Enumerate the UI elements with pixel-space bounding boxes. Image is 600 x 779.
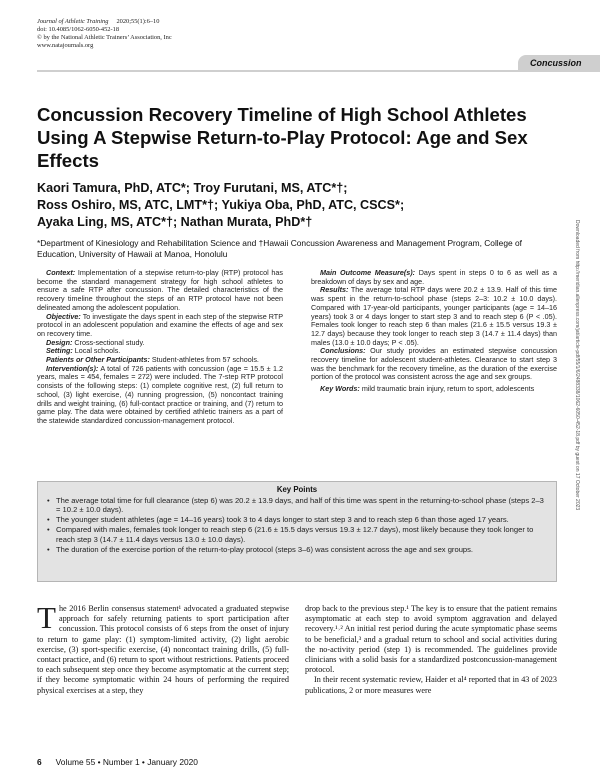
body-paragraph: The 2016 Berlin consensus statement¹ advocated a graduated stepwise approach for safely returning patients to sport participation after concussion. This protocol consists of 6 steps from the onset of injury to return to game play: (1) symptom-limited activity, (2) light aerobic exercise, (3) sport-specific exercise, (4) noncontact training drills, (5) full-contact practice, and (6) return to sport without restrictions. Patients proceed to each subsequent step once they become asymptomatic at the current step; if they become symptomatic within 24 hours of performing the required physical exercises at a step, they <box>37 600 289 695</box>
abstract-column-left <box>37 269 283 426</box>
key-points-title: Key Points <box>276 485 318 494</box>
copyright: © by the National Athletic Trainers’ Association, Inc <box>37 34 172 41</box>
drop-cap: T <box>37 600 56 635</box>
abstract-column-right <box>311 269 557 394</box>
body-column-right <box>305 604 557 696</box>
key-point: • The younger student athletes (age = 14–16 years) took 3 to 4 days longer to start step 3 and to reach step 6 than those aged 17 years. <box>47 515 509 525</box>
section-tab: Concussion <box>518 55 600 72</box>
author-line: Kaori Tamura, PhD, ATC*; Troy Furutani, MS, ATC*†; <box>37 181 348 195</box>
key-points-list <box>38 496 556 554</box>
page-number: 6 <box>37 757 42 767</box>
doi: doi: 10.4085/1062-6050-452-18 <box>37 26 120 33</box>
bullet-icon: • <box>47 496 50 505</box>
author-line: Ayaka Ling, MS, ATC*†; Nathan Murata, PhD*† <box>37 215 313 229</box>
abstract-design: Design: Cross-sectional study. <box>46 337 145 347</box>
bullet-icon: • <box>47 525 50 535</box>
journal-name: Journal of Athletic Training <box>37 18 109 25</box>
issue-info: Volume 55 • Number 1 • January 2020 <box>55 757 198 767</box>
affiliation: *Department of Kinesiology and Rehabilitation Science and †Hawaii Concussion Awareness and Management Program, College of Education, University of Hawaii at Manoa, Honolulu <box>37 238 522 259</box>
journal-header <box>37 18 172 50</box>
abstract-objective: Objective: To investigate the days spent in each step of the stepwise RTP protocol in an adolescent population and examine the effects of age and sex on recovery time. <box>37 311 283 338</box>
journal-citation: 2020;55(1):6–10 <box>116 18 160 25</box>
bullet-icon: • <box>47 544 50 554</box>
author-list <box>37 180 557 231</box>
abstract-results: Results: The average total RTP days were 20.2 ± 13.9. Half of this time was spent in the return-to-school phase (steps 2–3: 10.2 ± 10.0 days). Compared with 17-year-old participants, younger participants (age = 14–16 years) took 3 or 4 days longer to start step 3 and to reach step 6 (P < .05). Females took longer to reach step 6 than males (21.6 ± 15.5 versus 19.3 ± 12.7 days) because they took longer to reach step 3 (14.7 ± 11.4 days) than males (13.0 ± 10.0 days; P < .05). <box>311 285 557 347</box>
abstract-setting: Setting: Local schools. <box>46 346 121 356</box>
body-column-left <box>37 600 289 696</box>
abstract-keywords: Key Words: mild traumatic brain injury, return to sport, adolescents <box>320 384 535 394</box>
header-rule <box>37 70 518 72</box>
bullet-icon: • <box>47 515 50 525</box>
abstract-outcome: Main Outcome Measure(s): Days spent in steps 0 to 6 as well as a breakdown of days by sex and age. <box>311 268 557 286</box>
abstract-interventions: Intervention(s): A total of 726 patients with concussion (age = 15.5 ± 1.2 years, males = 454, females = 272) were included. The 7-step RTP protocol consists of the following steps: (1) complete cognitive rest, (2) full return to school, (3) light exercise, (4) running progression, (5) noncontact training drills and weight training, (6) full-contact practice or training, and (7) return to game play. The data were obtained by certified athletic trainers as a part of the statewide standardized concussion-management protocol. <box>37 363 283 425</box>
abstract-conclusions: Conclusions: Our study provides an estimated stepwise concussion recovery timeline for adolescent student-athletes. Clearance to start step 3 was the benchmark for the recovery timeline, as the duration of the exercise portion of the protocol was consistent across the age and sex groups. <box>311 346 558 382</box>
author-line: Ross Oshiro, MS, ATC, LMT*†; Yukiya Oba, PhD, ATC, CSCS*; <box>37 198 405 212</box>
article-title: Concussion Recovery Timeline of High School Athletes Using A Stepwise Return-to-Play Protocol: Age and Sex Effects <box>37 104 528 171</box>
download-notice: Downloaded from http://meridian.allenpress.com/jat/article-pdf/55/1/6/2488338/1062-6050-452-18.pdf by guest on 17 October 2023 <box>574 220 580 511</box>
key-point: • Compared with males, females took longer to reach step 6 (21.6 ± 15.5 days versus 19.3 ± 12.7 days), most likely because they took longer to reach step 3 (14.7 ± 11.4 days versus 13.0 ± 10.0 days). <box>47 525 534 544</box>
journal-url: www.natajournals.org <box>37 42 94 49</box>
abstract-patients: Patients or Other Participants: Student-athletes from 57 schools. <box>46 355 259 365</box>
key-point: • The duration of the exercise portion of the return-to-play protocol (steps 3–6) was consistent across the age and sex groups. <box>47 544 474 554</box>
body-paragraph: drop back to the previous step.¹ The key is to ensure that the patient remains asymptomatic at each step to avoid symptom aggravation and delayed recovery.¹˒² An initial rest period during the acute symptomatic phase seems to be beneficial,³ and a gradual return to school and social activities during the no-activity period (step 1) is recommended. The guidelines provide clinicians with a solid basis for a standardized postconcussion-management protocol. <box>305 604 557 675</box>
key-points-box <box>37 481 557 582</box>
key-point: • The average total time for full clearance (step 6) was 20.2 ± 13.9 days, and half of this time was spent in the returning-to-school phase (steps 2–3 = 10.2 ± 10.0 days). <box>47 496 544 515</box>
body-paragraph: In their recent systematic review, Haider et al⁴ reported that in 43 of 2023 publications, 2 or more measures were <box>305 675 557 695</box>
abstract-context: Context: Implementation of a stepwise return-to-play (RTP) protocol has become the standard management strategy for high school athletes to ensure a safe RTP after concussion. The detailed characteristics of the recovery timeline throughout the steps of an RTP protocol have not been delineated among the adolescent population. <box>37 268 283 312</box>
page-footer <box>37 757 198 767</box>
